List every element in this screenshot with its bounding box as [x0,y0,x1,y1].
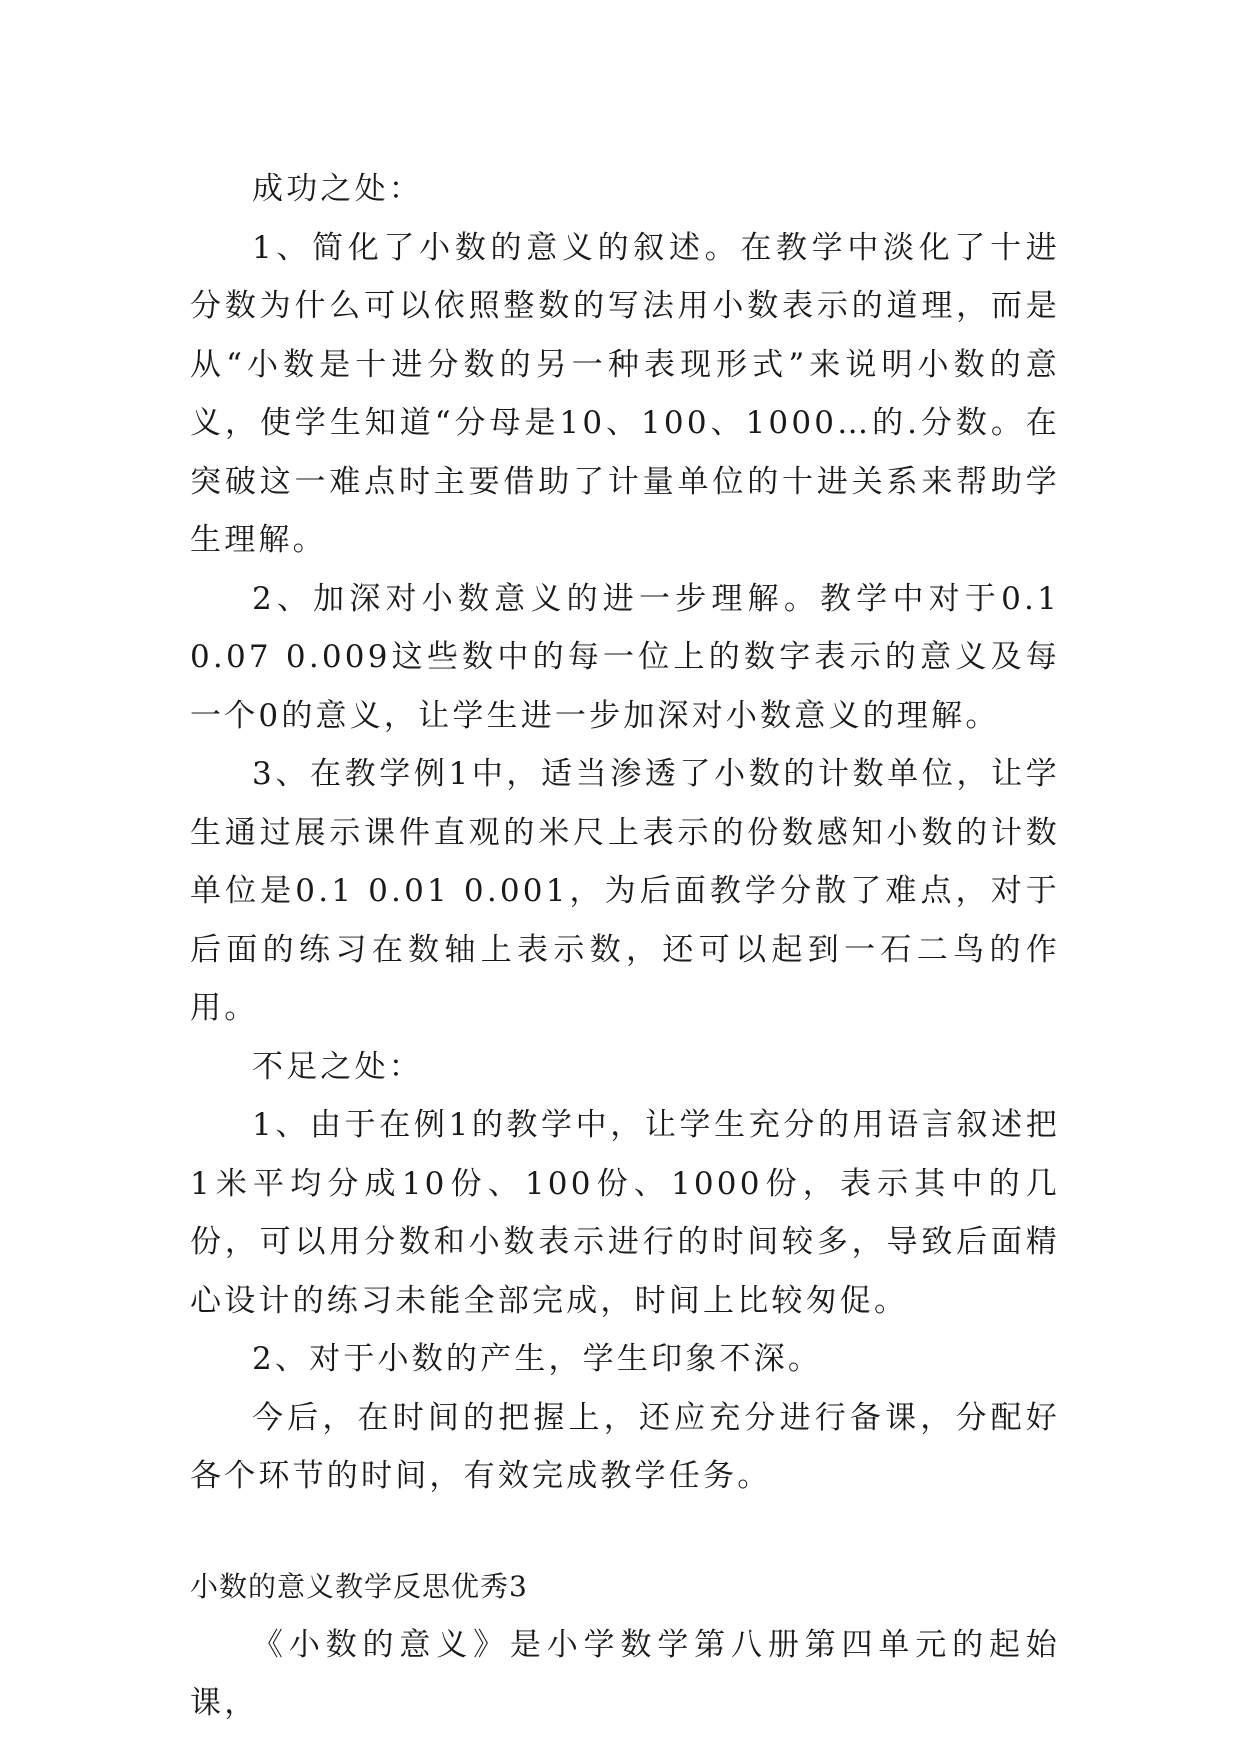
document-page [190,160,1060,1733]
paragraph-success-point-1: 1、简化了小数的意义的叙述。在教学中淡化了十进分数为什么可以依照整数的写法用小数表示的道理，而是从“小数是十进分数的另一种表现形式”来说明小数的意义，使学生知道“分母是10、100、1000…的.分数。在突破这一难点时主要借助了计量单位的十进关系来帮助学生理解。 [190,229,1060,558]
paragraph-shortcoming-point-2: 2、对于小数的产生，学生印象不深。 [252,1341,823,1377]
paragraph-shortcoming-point-1: 1、由于在例1的教学中，让学生充分的用语言叙述把1米平均分成10份、100份、1000份，表示其中的几份，可以用分数和小数表示进行的时间较多，导致后面精心设计的练习未能全部完成，时间上比较匆促。 [190,1107,1060,1319]
section-spacer [190,1506,1060,1558]
paragraph-shortcoming-heading: 不足之处： [252,1048,423,1085]
paragraph-section-intro: 《小数的意义》是小学数学第八册第四单元的起始课， [190,1626,1060,1721]
paragraph-success-heading: 成功之处： [252,171,423,207]
paragraph-success-point-3: 3、在教学例1中，适当渗透了小数的计数单位，让学生通过展示课件直观的米尺上表示的份数感知小数的计数单位是0.1 0.01 0.001，为后面教学分散了难点，对于后面的练习在数轴上表示数，还可以起到一石二鸟的作用。 [190,756,1060,1026]
paragraph-future-plan: 今后，在时间的把握上，还应充分进行备课，分配好各个环节的时间，有效完成教学任务。 [190,1399,1060,1494]
section-title: 小数的意义教学反思优秀3 [190,1569,528,1603]
paragraph-success-point-2: 2、加深对小数意义的进一步理解。教学中对于0.1 0.07 0.009这些数中的每一位上的数字表示的意义及每一个0的意义，让学生进一步加深对小数意义的理解。 [190,580,1061,734]
